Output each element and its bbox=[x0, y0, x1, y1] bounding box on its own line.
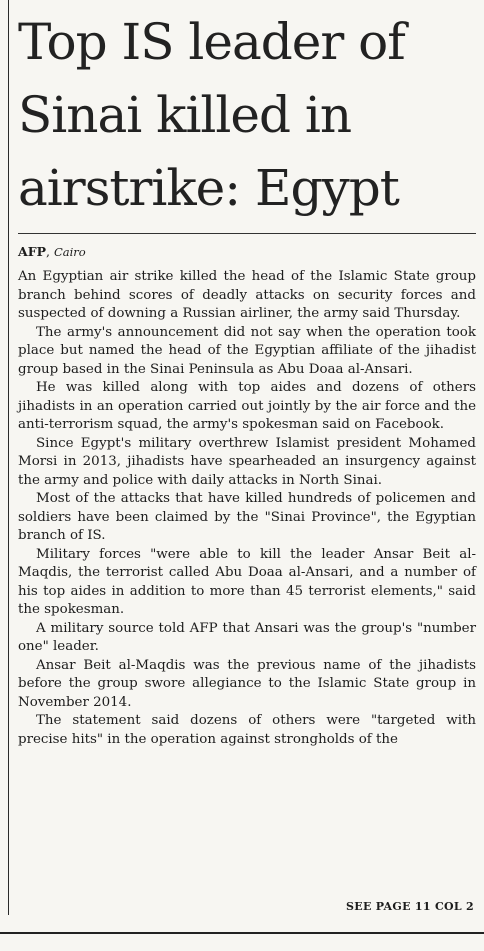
column-rule bbox=[8, 0, 9, 915]
paragraph: A military source told AFP that Ansari was the group's "number one" leader. bbox=[18, 620, 476, 654]
byline-separator: , bbox=[45, 244, 54, 259]
paragraph: The statement said dozens of others were "targeted with precise hits" in the operation against strongholds of the bbox=[18, 713, 476, 747]
headline-line-3: airstrike: Egypt bbox=[18, 159, 399, 217]
headline-line-1: Top IS leader of bbox=[18, 13, 405, 71]
paragraph: Since Egypt's military overthrew Islamist president Mohamed Morsi in 2013, jihadists have spearheaded an insurgency against the army and police with daily attacks in North Sinai. bbox=[18, 435, 476, 488]
page-bottom-rule bbox=[0, 932, 484, 934]
article-body bbox=[18, 268, 476, 749]
byline-city: Cairo bbox=[53, 245, 86, 259]
article bbox=[18, 6, 476, 749]
footer-strip bbox=[0, 940, 484, 951]
paragraph: Ansar Beit al-Maqdis was the previous name of the jihadists before the group swore allegiance to the Islamic State group in November 2014. bbox=[18, 657, 476, 710]
paragraph: An Egyptian air strike killed the head of the Islamic State group branch behind scores of deadly attacks on security forces and suspected of downing a Russian airliner, the army said Thursday. bbox=[18, 269, 476, 321]
paragraph: The army's announcement did not say when the operation took place but named the head of the Egyptian affiliate of the jihadist group based in the Sinai Peninsula as Abu Doaa al-Ansari. bbox=[18, 324, 476, 377]
paragraph: Military forces "were able to kill the leader Ansar Beit al-Maqdis, the terrorist called Abu Doaa al-Ansari, and a number of his top aides in addition to more than 45 terrorist elements," said the spokesman. bbox=[18, 546, 476, 617]
byline bbox=[18, 244, 476, 260]
headline bbox=[18, 6, 476, 225]
paragraph: He was killed along with top aides and dozens of others jihadists in an operation carried out jointly by the air force and the anti-terrorism squad, the army's spokesman said on Facebook. bbox=[18, 380, 476, 432]
paragraph: Most of the attacks that have killed hundreds of policemen and soldiers have been claimed by the "Sinai Province", the Egyptian branch of IS. bbox=[18, 491, 476, 543]
headline-divider bbox=[18, 233, 476, 234]
headline-line-2: Sinai killed in bbox=[18, 86, 352, 144]
byline-agency: AFP bbox=[18, 244, 46, 259]
continuation-jump: SEE PAGE 11 COL 2 bbox=[346, 900, 474, 913]
